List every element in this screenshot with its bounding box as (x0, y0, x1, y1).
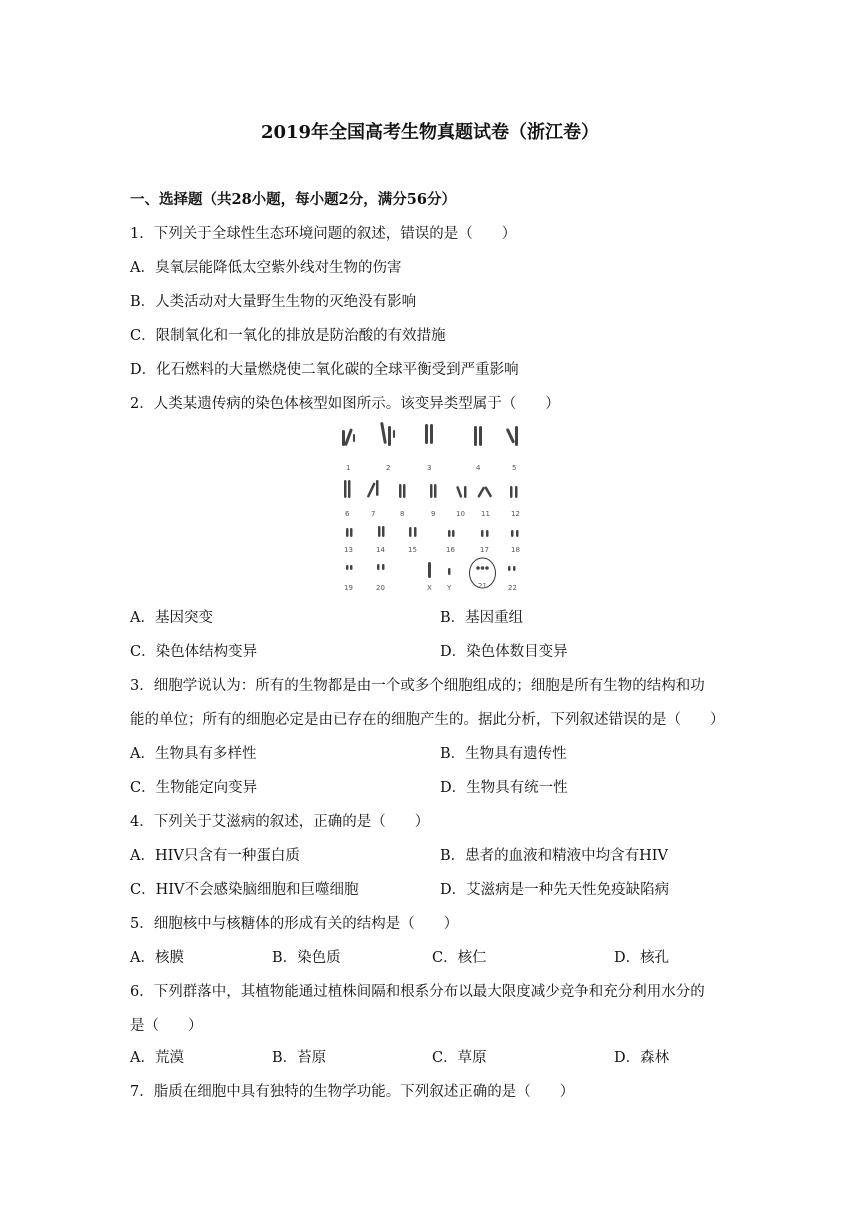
karyotype-label: 1 (346, 464, 351, 472)
karyotype-label: 13 (344, 546, 353, 554)
chromosome-pair-20 (377, 564, 385, 570)
karyotype-label: 20 (376, 584, 385, 592)
karyotype-label: 15 (408, 546, 417, 554)
question-1-option-c: C．限制氧化和一氧化的排放是防治酸的有效措施 (130, 328, 446, 344)
question-6-option-d: D．森林 (614, 1050, 670, 1066)
chromosome-pair-17 (481, 530, 489, 537)
chromosome-x (428, 562, 431, 578)
question-4-stem: 4．下列关于艾滋病的叙述，正确的是（ ） (130, 814, 430, 830)
chromosome-pair-22 (508, 566, 516, 571)
question-3-option-d: D．生物具有统一性 (440, 780, 568, 796)
chromosome-pair-4 (474, 426, 482, 446)
chromosome-trio-21 (476, 566, 489, 570)
chromosome-pair-15 (409, 527, 417, 537)
chromosome-pair-6 (344, 480, 351, 498)
question-3-option-c: C．生物能定向变异 (130, 780, 258, 796)
chromosome-pair-3 (425, 424, 433, 444)
karyotype-label: 6 (345, 510, 350, 518)
question-4-option-a: A．HIV只含有一种蛋白质 (130, 848, 300, 864)
question-5-option-c: C．核仁 (432, 950, 487, 966)
question-6-stem-line-1: 6．下列群落中，其植物能通过植株间隔和根系分布以最大限度减少竞争和充分利用水分的 (130, 984, 705, 1000)
karyotype-label: Y (447, 584, 452, 592)
karyotype-label: 10 (456, 510, 465, 518)
question-1-stem: 1．下列关于全球性生态环境问题的叙述，错误的是（ ） (130, 226, 517, 242)
question-2-stem: 2．人类某遗传病的染色体核型如图所示。该变异类型属于（ ） (130, 396, 560, 412)
karyotype-label: 18 (511, 546, 520, 554)
chromosome-pair-12 (510, 486, 518, 498)
question-4-option-b: B．患者的血液和精液中均含有HIV (440, 848, 668, 864)
question-2-option-b: B．基因重组 (440, 610, 524, 626)
chromosome-pair-7 (367, 480, 379, 498)
karyotype-label: 19 (344, 584, 353, 592)
question-3-option-b: B．生物具有遗传性 (440, 746, 567, 762)
question-5-stem: 5．细胞核中与核糖体的形成有关的结构是（ ） (130, 916, 459, 932)
question-1-option-b: B．人类活动对大量野生生物的灭绝没有影响 (130, 294, 417, 310)
karyotype-label: 11 (481, 510, 490, 518)
chromosome-pair-16 (448, 530, 455, 537)
chromosome-y (448, 568, 451, 575)
question-6-stem-line-2: 是（ ） (130, 1018, 203, 1034)
question-4-option-c: C．HIV不会感染脑细胞和巨噬细胞 (130, 882, 359, 898)
karyotype-label: 22 (508, 584, 517, 592)
chromosome-pair-10 (456, 486, 466, 498)
karyotype-label: 5 (512, 464, 517, 472)
karyotype-label: 12 (511, 510, 520, 518)
page-title: 2019年全国高考生物真题试卷（浙江卷） (260, 122, 600, 143)
karyotype-label: 9 (431, 510, 436, 518)
question-1-option-a: A．臭氧层能降低太空紫外线对生物的伤害 (130, 260, 402, 276)
question-3-option-a: A．生物具有多样性 (130, 746, 257, 762)
chromosome-pair-11 (477, 486, 492, 498)
question-6-option-c: C．草原 (432, 1050, 487, 1066)
question-1-option-d: D．化石燃料的大量燃烧使二氧化碳的全球平衡受到严重影响 (130, 362, 519, 378)
karyotype-label: 21 (478, 582, 487, 590)
karyotype-label: 14 (376, 546, 385, 554)
karyotype-label: 17 (480, 546, 489, 554)
question-3-stem-line-1: 3．细胞学说认为：所有的生物都是由一个或多个细胞组成的；细胞是所有生物的结构和功 (130, 678, 705, 694)
karyotype-label: X (427, 584, 432, 592)
question-2-option-d: D．染色体数目变异 (440, 644, 568, 660)
section-heading: 一、选择题（共28小题，每小题2分，满分56分） (130, 191, 456, 208)
question-5-option-a: A．核膜 (130, 950, 184, 966)
karyotype-figure (336, 418, 532, 596)
karyotype-label: 3 (427, 464, 432, 472)
chromosome-pair-14 (378, 526, 385, 537)
question-3-stem-line-2: 能的单位；所有的细胞必定是由已存在的细胞产生的。据此分析，下列叙述错误的是（ ） (130, 712, 725, 728)
chromosome-pair-8 (399, 484, 406, 498)
karyotype-label: 16 (446, 546, 455, 554)
question-6-option-b: B．苔原 (272, 1050, 327, 1066)
chromosome-pair-5 (506, 426, 518, 446)
question-4-option-d: D．艾滋病是一种先天性免疫缺陷病 (440, 882, 670, 898)
chromosome-pair-18 (511, 530, 519, 537)
chromosome-pair-19 (346, 565, 353, 570)
question-6-option-a: A．荒漠 (130, 1050, 184, 1066)
question-5-option-d: D．核孔 (614, 950, 670, 966)
karyotype-label: 8 (400, 510, 405, 518)
karyotype-label: 2 (386, 464, 391, 472)
karyotype-label: 4 (476, 464, 481, 472)
karyotype-label: 7 (371, 510, 376, 518)
question-7-stem: 7．脂质在细胞中具有独特的生物学功能。下列叙述正确的是（ ） (130, 1084, 575, 1100)
question-2-option-c: C．染色体结构变异 (130, 644, 258, 660)
question-5-option-b: B．染色质 (272, 950, 341, 966)
chromosome-pair-1 (342, 428, 355, 446)
chromosome-pair-9 (430, 484, 437, 498)
chromosome-pair-13 (346, 528, 353, 537)
question-2-option-a: A．基因突变 (130, 610, 213, 626)
chromosome-pair-2 (380, 422, 395, 446)
